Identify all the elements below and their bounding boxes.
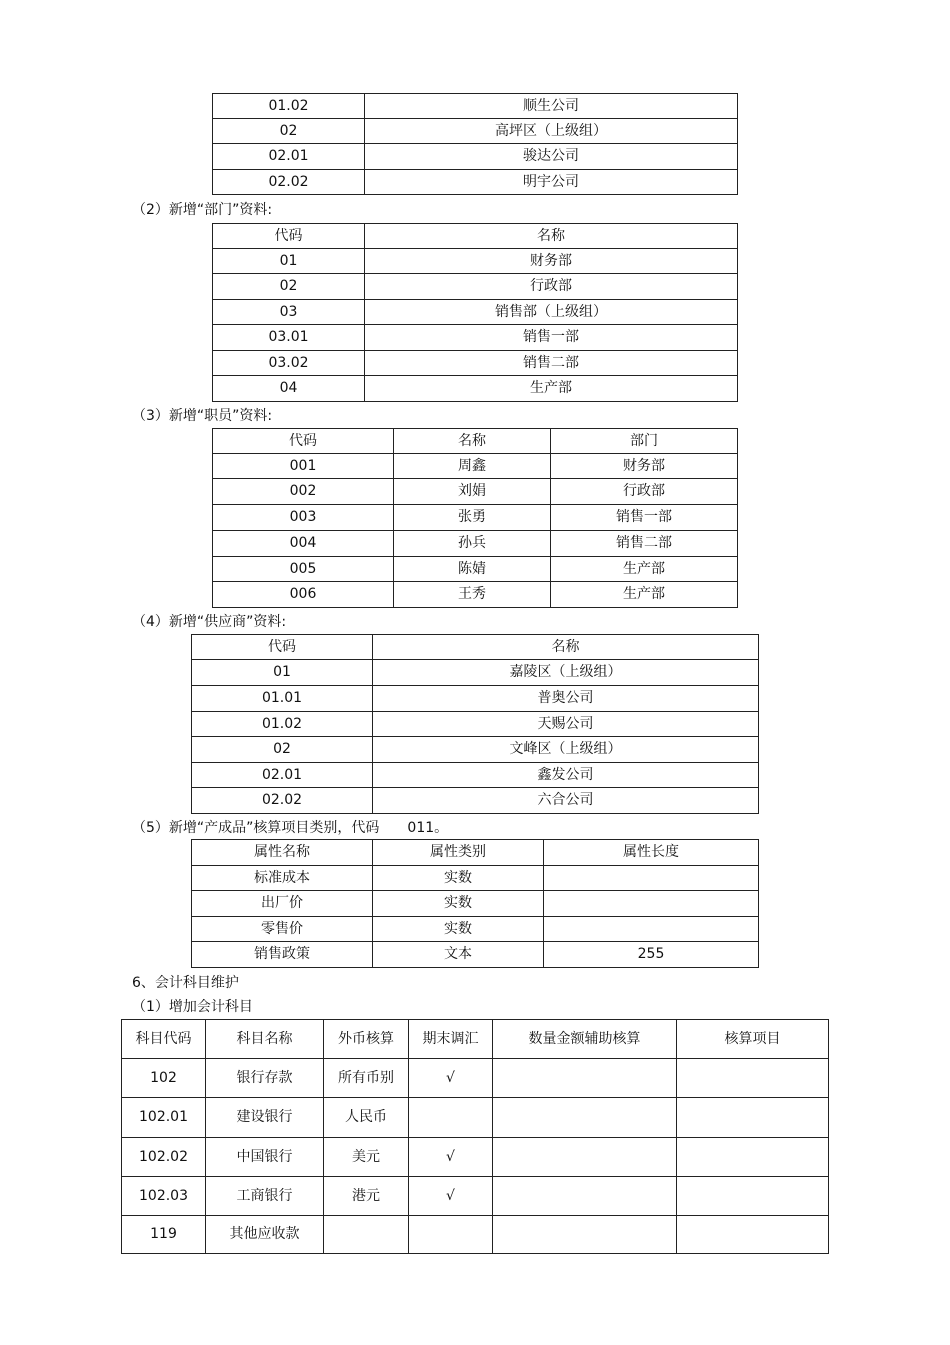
header-cell: 属性名称 <box>192 840 373 866</box>
code-cell: 03.02 <box>213 351 365 376</box>
name-cell: 行政部 <box>365 274 738 300</box>
header-cell: 科目名称 <box>206 1020 324 1059</box>
foreign-currency-cell: 美元 <box>324 1138 409 1177</box>
name-cell: 骏达公司 <box>365 144 738 170</box>
table-row <box>122 1216 829 1254</box>
suppliers-caption: （4）新增“供应商”资料: <box>132 614 287 630</box>
department-cell: 生产部 <box>551 557 738 582</box>
period-end-adjust-cell <box>409 1098 493 1138</box>
header-cell: 名称 <box>373 635 759 660</box>
name-cell: 文峰区（上级组） <box>373 737 759 763</box>
name-cell: 六合公司 <box>373 788 759 814</box>
code-cell: 03 <box>213 300 365 325</box>
header-cell: 期末调汇 <box>409 1020 493 1059</box>
suppliers-table <box>191 634 759 814</box>
code-cell: 02.01 <box>213 144 365 170</box>
code-cell: 02 <box>192 737 373 763</box>
code-cell: 01.02 <box>192 712 373 737</box>
name-cell: 顺生公司 <box>365 94 738 119</box>
foreign-currency-cell <box>324 1216 409 1254</box>
name-cell: 高坪区（上级组） <box>365 119 738 144</box>
attribute-name-cell: 标准成本 <box>192 866 373 891</box>
table-row <box>122 1059 829 1098</box>
attribute-name-cell: 销售政策 <box>192 942 373 968</box>
code-cell: 02.02 <box>213 170 365 195</box>
table-row <box>192 686 759 712</box>
table-row <box>122 1098 829 1138</box>
name-cell: 普奥公司 <box>373 686 759 712</box>
name-cell: 销售二部 <box>365 351 738 376</box>
product-category-table <box>191 839 759 968</box>
subject-code-cell: 102.01 <box>122 1098 206 1138</box>
table-row <box>192 763 759 788</box>
foreign-currency-cell: 港元 <box>324 1177 409 1216</box>
header-cell: 科目代码 <box>122 1020 206 1059</box>
foreign-currency-cell: 人民币 <box>324 1098 409 1138</box>
attribute-length-cell <box>544 917 759 942</box>
table-row <box>213 531 738 557</box>
quantity-amount-cell <box>493 1216 677 1254</box>
table-row <box>213 582 738 608</box>
departments-caption: （2）新增“部门”资料: <box>132 202 273 218</box>
name-cell: 生产部 <box>365 376 738 402</box>
subject-name-cell: 工商银行 <box>206 1177 324 1216</box>
attribute-name-cell: 出厂价 <box>192 891 373 917</box>
name-cell: 销售一部 <box>365 325 738 351</box>
attribute-length-cell <box>544 866 759 891</box>
table-row <box>213 479 738 505</box>
name-cell: 周鑫 <box>394 454 551 479</box>
table-row <box>213 94 738 119</box>
code-cell: 002 <box>213 479 394 505</box>
quantity-amount-cell <box>493 1098 677 1138</box>
accounting-item-cell <box>677 1059 829 1098</box>
table-row <box>213 505 738 531</box>
subject-code-cell: 119 <box>122 1216 206 1254</box>
employees-caption: （3）新增“职员”资料: <box>132 408 273 424</box>
code-cell: 02 <box>213 274 365 300</box>
subject-code-cell: 102.02 <box>122 1138 206 1177</box>
employees-table <box>212 428 738 608</box>
department-cell: 生产部 <box>551 582 738 608</box>
accounting-item-cell <box>677 1098 829 1138</box>
name-cell: 王秀 <box>394 582 551 608</box>
header-cell: 代码 <box>213 224 365 249</box>
accounting-item-cell <box>677 1138 829 1177</box>
quantity-amount-cell <box>493 1059 677 1098</box>
header-cell: 属性长度 <box>544 840 759 866</box>
accounting-item-cell <box>677 1216 829 1254</box>
table-row <box>213 300 738 325</box>
subject-name-cell: 银行存款 <box>206 1059 324 1098</box>
code-cell: 03.01 <box>213 325 365 351</box>
header-cell: 部门 <box>551 429 738 454</box>
name-cell: 孙兵 <box>394 531 551 557</box>
header-cell: 数量金额辅助核算 <box>493 1020 677 1059</box>
table-row <box>213 557 738 582</box>
code-cell: 005 <box>213 557 394 582</box>
table-row <box>192 917 759 942</box>
table-row <box>213 454 738 479</box>
attribute-type-cell: 实数 <box>373 891 544 917</box>
code-cell: 01.02 <box>213 94 365 119</box>
code-cell: 001 <box>213 454 394 479</box>
period-end-adjust-cell <box>409 1216 493 1254</box>
table-row <box>213 170 738 195</box>
code-cell: 04 <box>213 376 365 402</box>
code-cell: 02.02 <box>192 788 373 814</box>
department-cell: 销售一部 <box>551 505 738 531</box>
code-cell: 01 <box>192 660 373 686</box>
table-header-row <box>192 840 759 866</box>
name-cell: 陈婧 <box>394 557 551 582</box>
regions-table-tail <box>212 93 738 195</box>
table-header-row <box>213 429 738 454</box>
subject-name-cell: 中国银行 <box>206 1138 324 1177</box>
product-category-caption: （5）新增“产成品”核算项目类别，代码 011。 <box>132 820 449 836</box>
name-cell: 明宇公司 <box>365 170 738 195</box>
attribute-type-cell: 实数 <box>373 866 544 891</box>
table-row <box>122 1138 829 1177</box>
table-row <box>213 274 738 300</box>
header-cell: 属性类别 <box>373 840 544 866</box>
accounting-subjects-table <box>121 1019 829 1254</box>
quantity-amount-cell <box>493 1138 677 1177</box>
table-header-row <box>213 224 738 249</box>
foreign-currency-cell: 所有币别 <box>324 1059 409 1098</box>
department-cell: 销售二部 <box>551 531 738 557</box>
table-header-row <box>122 1020 829 1059</box>
table-row <box>192 942 759 968</box>
subject-name-cell: 其他应收款 <box>206 1216 324 1254</box>
table-row <box>213 144 738 170</box>
attribute-type-cell: 文本 <box>373 942 544 968</box>
subject-code-cell: 102 <box>122 1059 206 1098</box>
code-cell: 01.01 <box>192 686 373 712</box>
name-cell: 财务部 <box>365 249 738 274</box>
code-cell: 02 <box>213 119 365 144</box>
table-row <box>213 376 738 402</box>
table-row <box>213 325 738 351</box>
table-row <box>213 249 738 274</box>
table-row <box>213 351 738 376</box>
code-cell: 004 <box>213 531 394 557</box>
attribute-name-cell: 零售价 <box>192 917 373 942</box>
table-row <box>192 788 759 814</box>
period-end-adjust-cell: √ <box>409 1059 493 1098</box>
header-cell: 核算项目 <box>677 1020 829 1059</box>
add-subjects-caption: （1）增加会计科目 <box>132 999 253 1015</box>
table-row <box>192 737 759 763</box>
header-cell: 代码 <box>213 429 394 454</box>
table-row <box>192 712 759 737</box>
attribute-length-cell <box>544 891 759 917</box>
attribute-length-cell: 255 <box>544 942 759 968</box>
header-cell: 名称 <box>365 224 738 249</box>
code-cell: 01 <box>213 249 365 274</box>
table-row <box>192 866 759 891</box>
subject-code-cell: 102.03 <box>122 1177 206 1216</box>
period-end-adjust-cell: √ <box>409 1177 493 1216</box>
header-cell: 外币核算 <box>324 1020 409 1059</box>
departments-table <box>212 223 738 402</box>
accounting-item-cell <box>677 1177 829 1216</box>
name-cell: 天赐公司 <box>373 712 759 737</box>
table-row <box>192 891 759 917</box>
subject-name-cell: 建设银行 <box>206 1098 324 1138</box>
department-cell: 财务部 <box>551 454 738 479</box>
name-cell: 鑫发公司 <box>373 763 759 788</box>
table-row <box>192 660 759 686</box>
code-cell: 003 <box>213 505 394 531</box>
table-row <box>122 1177 829 1216</box>
period-end-adjust-cell: √ <box>409 1138 493 1177</box>
name-cell: 刘娟 <box>394 479 551 505</box>
name-cell: 嘉陵区（上级组） <box>373 660 759 686</box>
code-cell: 006 <box>213 582 394 608</box>
header-cell: 名称 <box>394 429 551 454</box>
attribute-type-cell: 实数 <box>373 917 544 942</box>
table-header-row <box>192 635 759 660</box>
quantity-amount-cell <box>493 1177 677 1216</box>
name-cell: 张勇 <box>394 505 551 531</box>
header-cell: 代码 <box>192 635 373 660</box>
department-cell: 行政部 <box>551 479 738 505</box>
table-row <box>213 119 738 144</box>
section-heading: 6、会计科目维护 <box>132 975 239 991</box>
code-cell: 02.01 <box>192 763 373 788</box>
name-cell: 销售部（上级组） <box>365 300 738 325</box>
